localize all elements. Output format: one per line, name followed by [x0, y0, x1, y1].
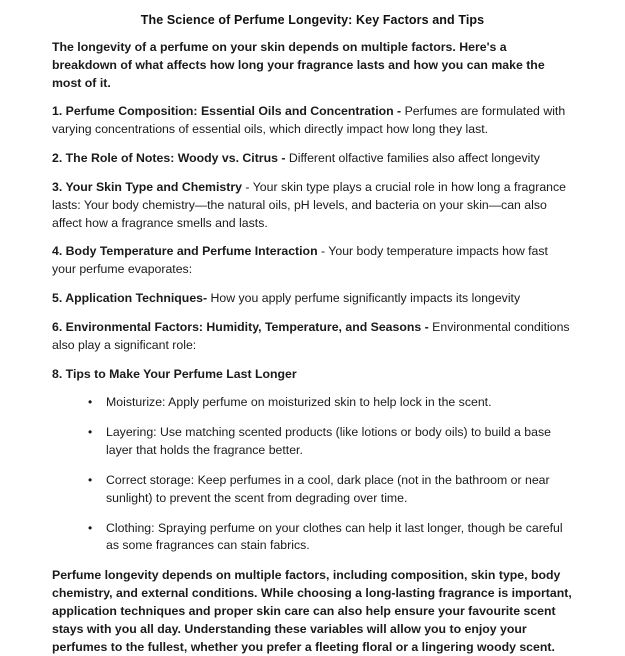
section-body-2: Different olfactive families also affect longevity: [285, 151, 540, 166]
section-paragraph-6: [52, 319, 573, 355]
list-item-text: Clothing: Spraying perfume on your clothes can help it last longer, though be careful as some fragrances can stain fabrics.: [106, 520, 563, 553]
list-item-text: Correct storage: Keep perfumes in a cool, dark place (not in the bathroom or near sunlight) to prevent the scent from degrading over time.: [106, 472, 550, 505]
section-body-3: - Your skin type plays a crucial role in how long a fragrance lasts: Your body chemistry—the natural oils, pH levels, and bacteria on your skin—can also affect how a fragrance smells and lasts.: [52, 179, 566, 230]
section-paragraph-5: [52, 290, 573, 308]
list-item: [88, 520, 573, 556]
section-body-4: - Your body temperature impacts how fast your perfume evaporates:: [52, 244, 548, 277]
tips-heading: 8. Tips to Make Your Perfume Last Longer: [52, 366, 297, 381]
section-paragraph-1: [52, 103, 573, 139]
list-item: [88, 424, 573, 460]
section-heading-6: 6. Environmental Factors: Humidity, Temperature, and Seasons -: [52, 319, 429, 334]
section-heading-3: 3. Your Skin Type and Chemistry: [52, 179, 242, 194]
list-item-text: Layering: Use matching scented products (like lotions or body oils) to build a base layer that holds the fragrance better.: [106, 425, 551, 458]
section-paragraph-2: [52, 150, 573, 168]
bullet-icon: •: [88, 520, 93, 535]
list-item: [88, 472, 573, 508]
section-paragraph-4: [52, 243, 573, 279]
closing-paragraph: Perfume longevity depends on multiple factors, including composition, skin type, body chemistry, and external conditions. While choosing a long-lasting fragrance is important, application techniques and proper skin care can also help ensure your favourite scent stays with you all day. Understanding these variables will allow you to enjoy your perfumes to the fullest, whether you prefer a fleeting floral or a lingering woody scent.: [52, 568, 572, 654]
section-paragraph-3: [52, 179, 573, 232]
section-body-1: Perfumes are formulated with varying concentrations of essential oils, which directly impact how long they last.: [52, 104, 566, 137]
section-heading-1: 1. Perfume Composition: Essential Oils and Concentration -: [52, 104, 402, 119]
section-heading-4: 4. Body Temperature and Perfume Interaction: [52, 244, 318, 259]
bullet-icon: •: [88, 472, 93, 487]
tips-list: [52, 394, 573, 555]
list-item: [88, 394, 573, 412]
page-title: The Science of Perfume Longevity: Key Factors and Tips: [140, 13, 485, 27]
section-heading-2: 2. The Role of Notes: Woody vs. Citrus -: [52, 151, 286, 166]
bullet-icon: •: [88, 395, 93, 410]
section-heading-5: 5. Application Techniques-: [52, 291, 208, 306]
section-body-6: Environmental conditions also play a significant role:: [52, 319, 570, 352]
bullet-icon: •: [88, 425, 93, 440]
section-body-5: How you apply perfume significantly impacts its longevity: [207, 291, 521, 306]
list-item-text: Moisturize: Apply perfume on moisturized skin to help lock in the scent.: [106, 395, 492, 410]
intro-paragraph: The longevity of a perfume on your skin depends on multiple factors. Here's a breakdown of what affects how long your fragrance lasts and how you can make the most of it.: [52, 40, 545, 90]
